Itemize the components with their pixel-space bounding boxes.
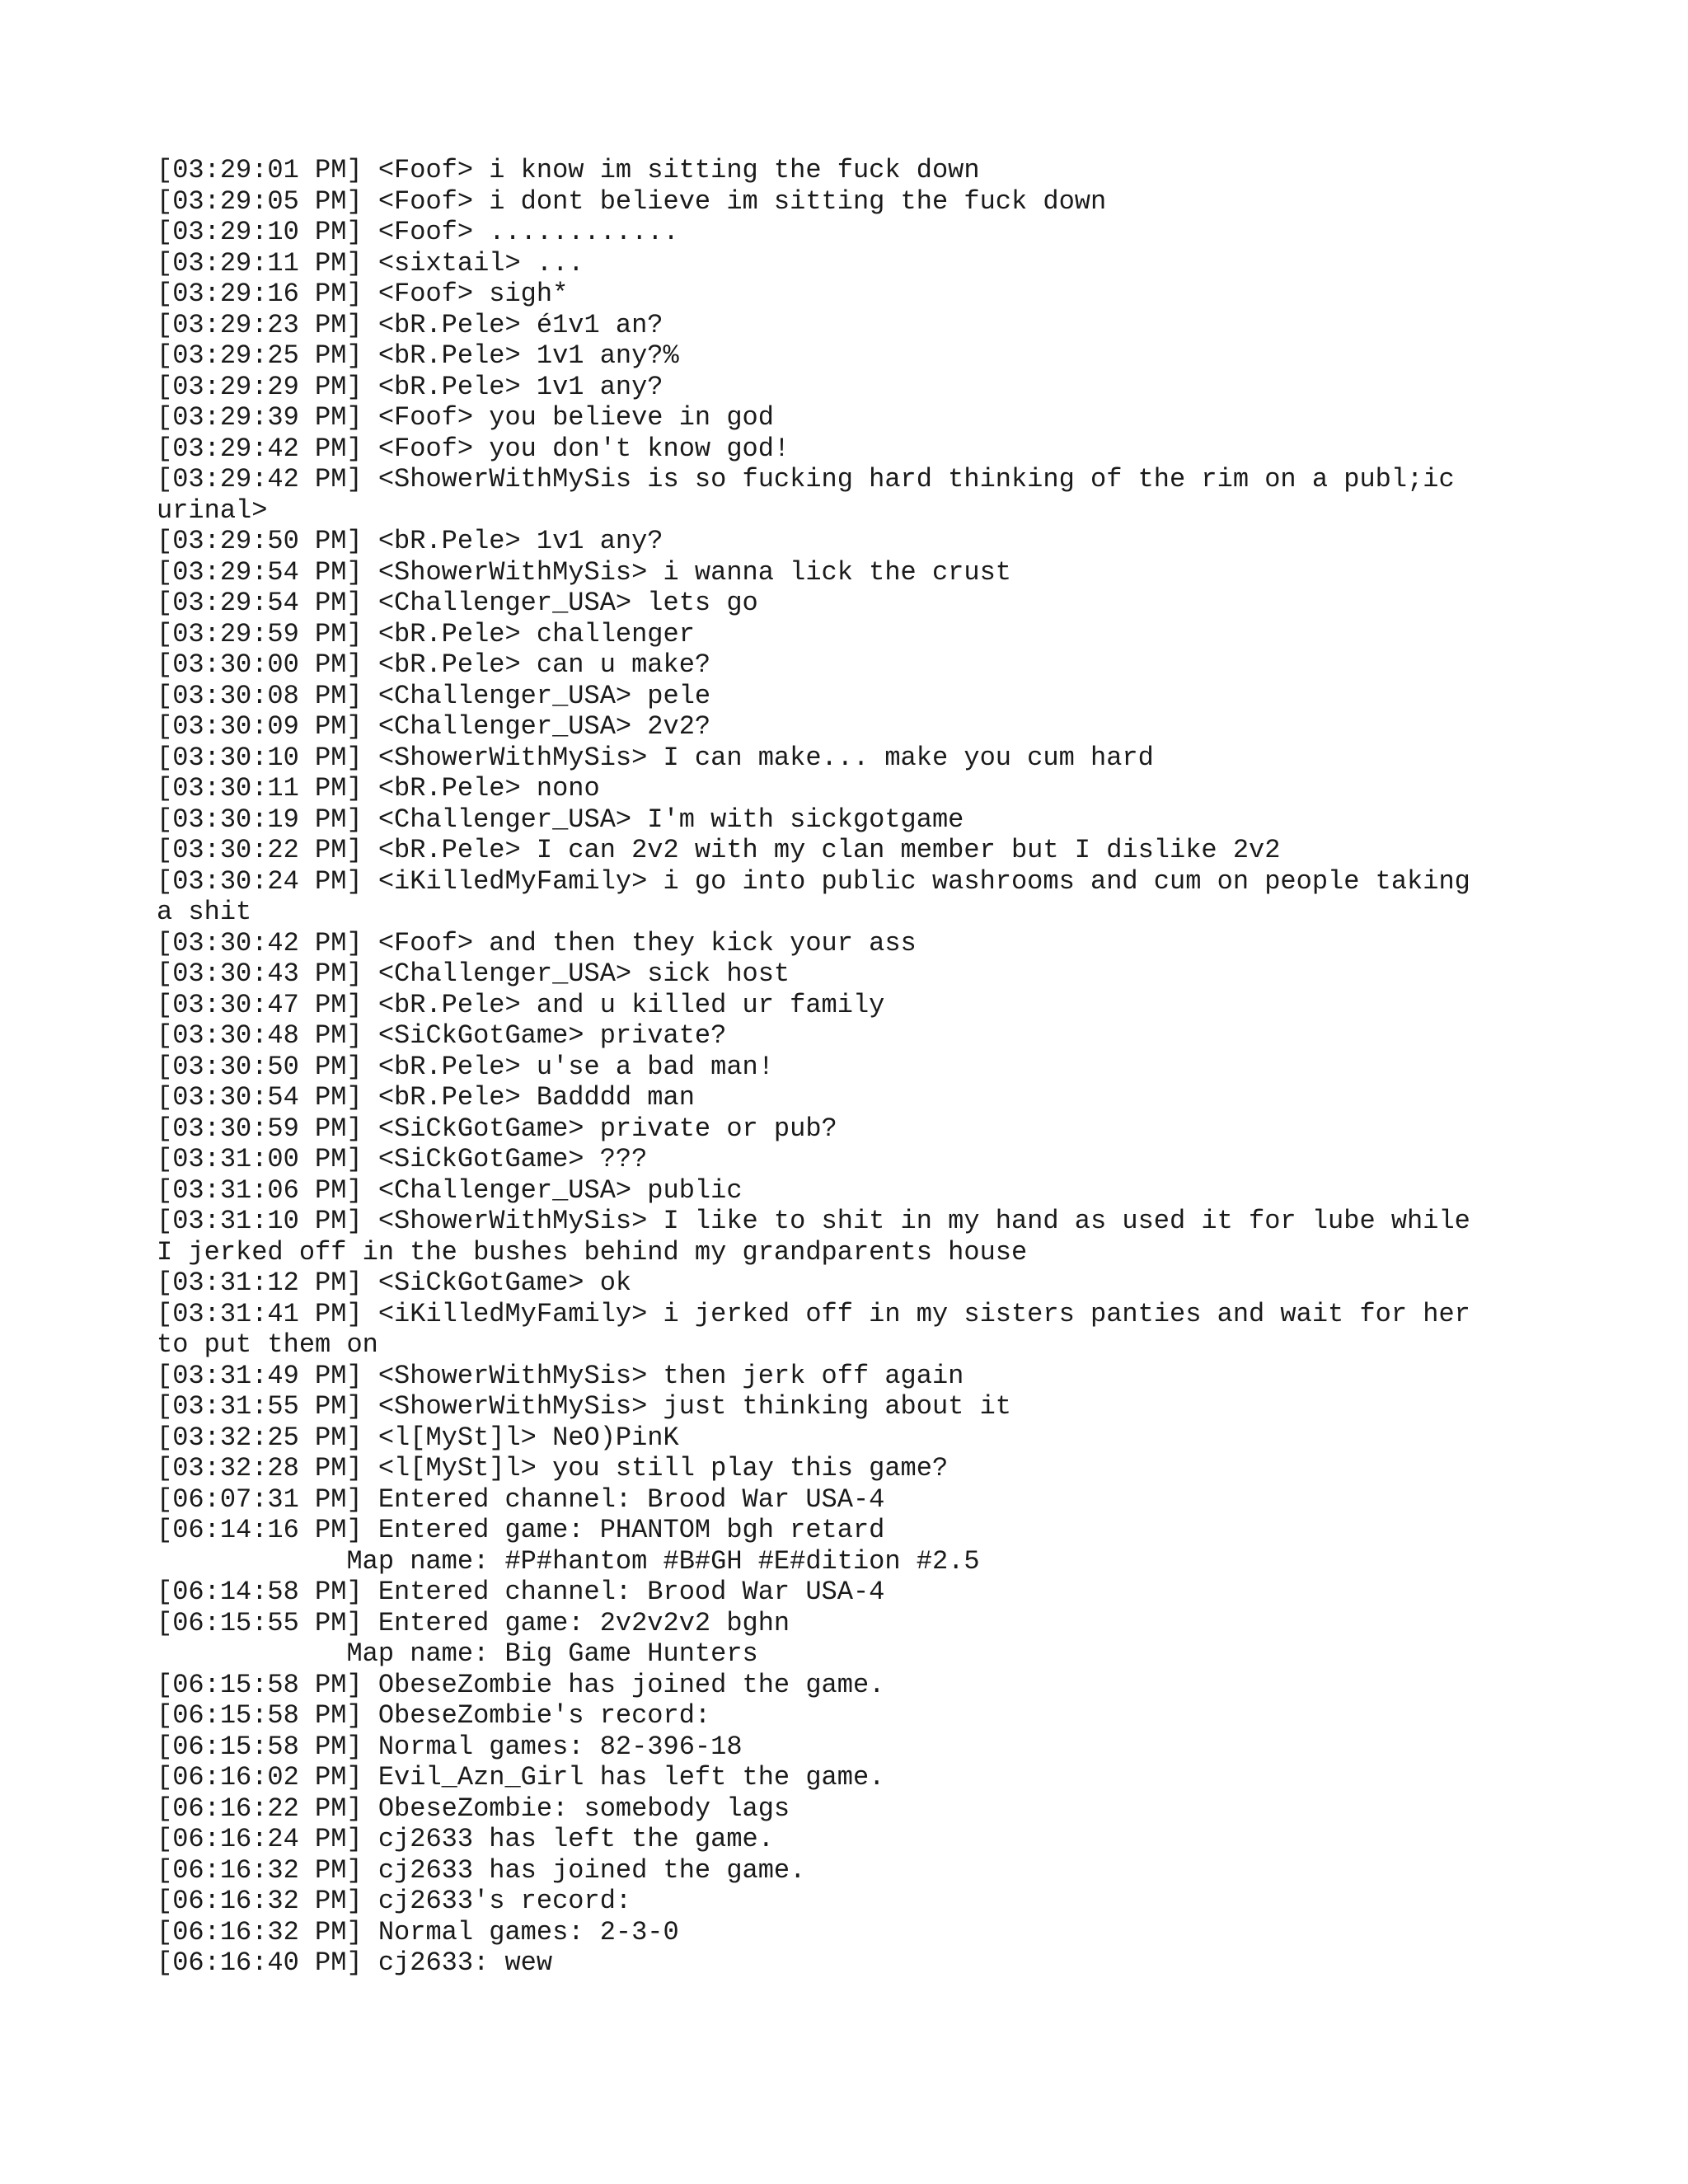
log-line: [06:16:22 PM] ObeseZombie: somebody lags (157, 1793, 790, 1824)
log-line: [03:30:43 PM] <Challenger_USA> sick host (157, 958, 790, 989)
log-line: [06:14:16 PM] Entered game: PHANTOM bgh retard (157, 1515, 885, 1545)
log-line: [03:29:29 PM] <bR.Pele> 1v1 any? (157, 371, 663, 402)
log-line: [03:29:10 PM] <Foof> ............ (157, 217, 679, 247)
log-line: [03:29:54 PM] <Challenger_USA> lets go (157, 588, 758, 618)
log-line: [03:29:11 PM] <sixtail> ... (157, 247, 584, 279)
log-line: [03:32:28 PM] <l[MySt]l> you still play this game? (157, 1453, 949, 1483)
log-line: [06:16:32 PM] Normal games: 2-3-0 (157, 1916, 679, 1947)
log-line: [03:30:42 PM] <Foof> and then they kick your ass (157, 927, 917, 958)
log-line: [06:16:24 PM] cj2633 has left the game. (157, 1824, 774, 1854)
log-line: [03:30:22 PM] <bR.Pele> I can 2v2 with my clan member but I dislike 2v2 (157, 835, 1281, 865)
log-line: [06:15:55 PM] Entered game: 2v2v2v2 bghn (157, 1607, 790, 1638)
log-line: Map name: #P#hantom #B#GH #E#dition #2.5 (157, 1545, 980, 1577)
log-line: [03:29:42 PM] <ShowerWithMySis is so fucking hard thinking of the rim on a publ;ic (157, 464, 1455, 494)
log-line: I jerked off in the bushes behind my grandparents house (157, 1236, 1028, 1268)
log-line: Map name: Big Game Hunters (157, 1638, 758, 1669)
log-line: [03:31:41 PM] <iKilledMyFamily> i jerked off in my sisters panties and wait for her (157, 1298, 1470, 1329)
log-line: [03:29:50 PM] <bR.Pele> 1v1 any? (157, 526, 663, 556)
log-line: [06:16:02 PM] Evil_Azn_Girl has left the game. (157, 1762, 885, 1793)
log-line: [03:29:23 PM] <bR.Pele> é1v1 an? (157, 309, 663, 340)
log-line: [03:31:06 PM] <Challenger_USA> public (157, 1174, 743, 1206)
log-line: [03:30:09 PM] <Challenger_USA> 2v2? (157, 711, 711, 742)
log-line: [03:30:19 PM] <Challenger_USA> I'm with sickgotgame (157, 804, 964, 835)
log-line: [03:30:48 PM] <SiCkGotGame> private? (157, 1020, 727, 1051)
log-line: [03:31:49 PM] <ShowerWithMySis> then jerk off again (157, 1360, 964, 1391)
log-line: [03:31:55 PM] <ShowerWithMySis> just thinking about it (157, 1391, 1011, 1422)
log-line: [03:29:39 PM] <Foof> you believe in god (157, 402, 774, 433)
log-line: [03:30:00 PM] <bR.Pele> can u make? (157, 649, 711, 680)
log-line: [03:30:50 PM] <bR.Pele> u'se a bad man! (157, 1051, 774, 1082)
log-line: [03:29:54 PM] <ShowerWithMySis> i wanna lick the crust (157, 556, 1011, 588)
log-line: to put them on (157, 1329, 378, 1360)
log-line: [03:29:16 PM] <Foof> sigh* (157, 279, 569, 309)
log-line: [03:29:25 PM] <bR.Pele> 1v1 any?% (157, 340, 679, 371)
log-line: [06:16:32 PM] cj2633 has joined the game. (157, 1854, 806, 1886)
log-line: [06:15:58 PM] Normal games: 82-396-18 (157, 1731, 743, 1762)
log-line: [03:30:54 PM] <bR.Pele> Badddd man (157, 1082, 695, 1113)
log-line: [03:29:59 PM] <bR.Pele> challenger (157, 618, 695, 649)
log-line: urinal> (157, 494, 268, 526)
log-line: [03:31:12 PM] <SiCkGotGame> ok (157, 1268, 632, 1298)
log-line: [03:29:42 PM] <Foof> you don't know god! (157, 433, 790, 464)
log-line: [06:16:40 PM] cj2633: wew (157, 1947, 553, 1978)
log-line: a shit (157, 897, 252, 927)
log-line: [03:30:47 PM] <bR.Pele> and u killed ur family (157, 989, 885, 1020)
log-line: [03:30:10 PM] <ShowerWithMySis> I can make... make you cum hard (157, 742, 1154, 773)
log-line: [03:29:05 PM] <Foof> i dont believe im sitting the fuck down (157, 185, 1107, 217)
log-line: [06:16:32 PM] cj2633's record: (157, 1886, 632, 1916)
log-line: [06:07:31 PM] Entered channel: Brood War USA-4 (157, 1483, 885, 1515)
log-line: [03:31:10 PM] <ShowerWithMySis> I like to shit in my hand as used it for lube while (157, 1206, 1470, 1236)
log-line: [03:30:11 PM] <bR.Pele> nono (157, 773, 600, 804)
log-line: [03:31:00 PM] <SiCkGotGame> ??? (157, 1144, 648, 1174)
log-line: [06:15:58 PM] ObeseZombie has joined the game. (157, 1669, 885, 1700)
log-line: [03:30:08 PM] <Challenger_USA> pele (157, 680, 711, 711)
log-line: [03:30:24 PM] <iKilledMyFamily> i go into public washrooms and cum on people taking (157, 865, 1470, 897)
log-line: [03:30:59 PM] <SiCkGotGame> private or pub? (157, 1113, 837, 1144)
log-line: [06:15:58 PM] ObeseZombie's record: (157, 1700, 711, 1731)
log-line: [03:29:01 PM] <Foof> i know im sitting the fuck down (157, 155, 980, 185)
log-line: [06:14:58 PM] Entered channel: Brood War USA-4 (157, 1577, 885, 1607)
log-line: [03:32:25 PM] <l[MySt]l> NeO)PinK (157, 1422, 679, 1453)
chat-log (157, 155, 1558, 1979)
